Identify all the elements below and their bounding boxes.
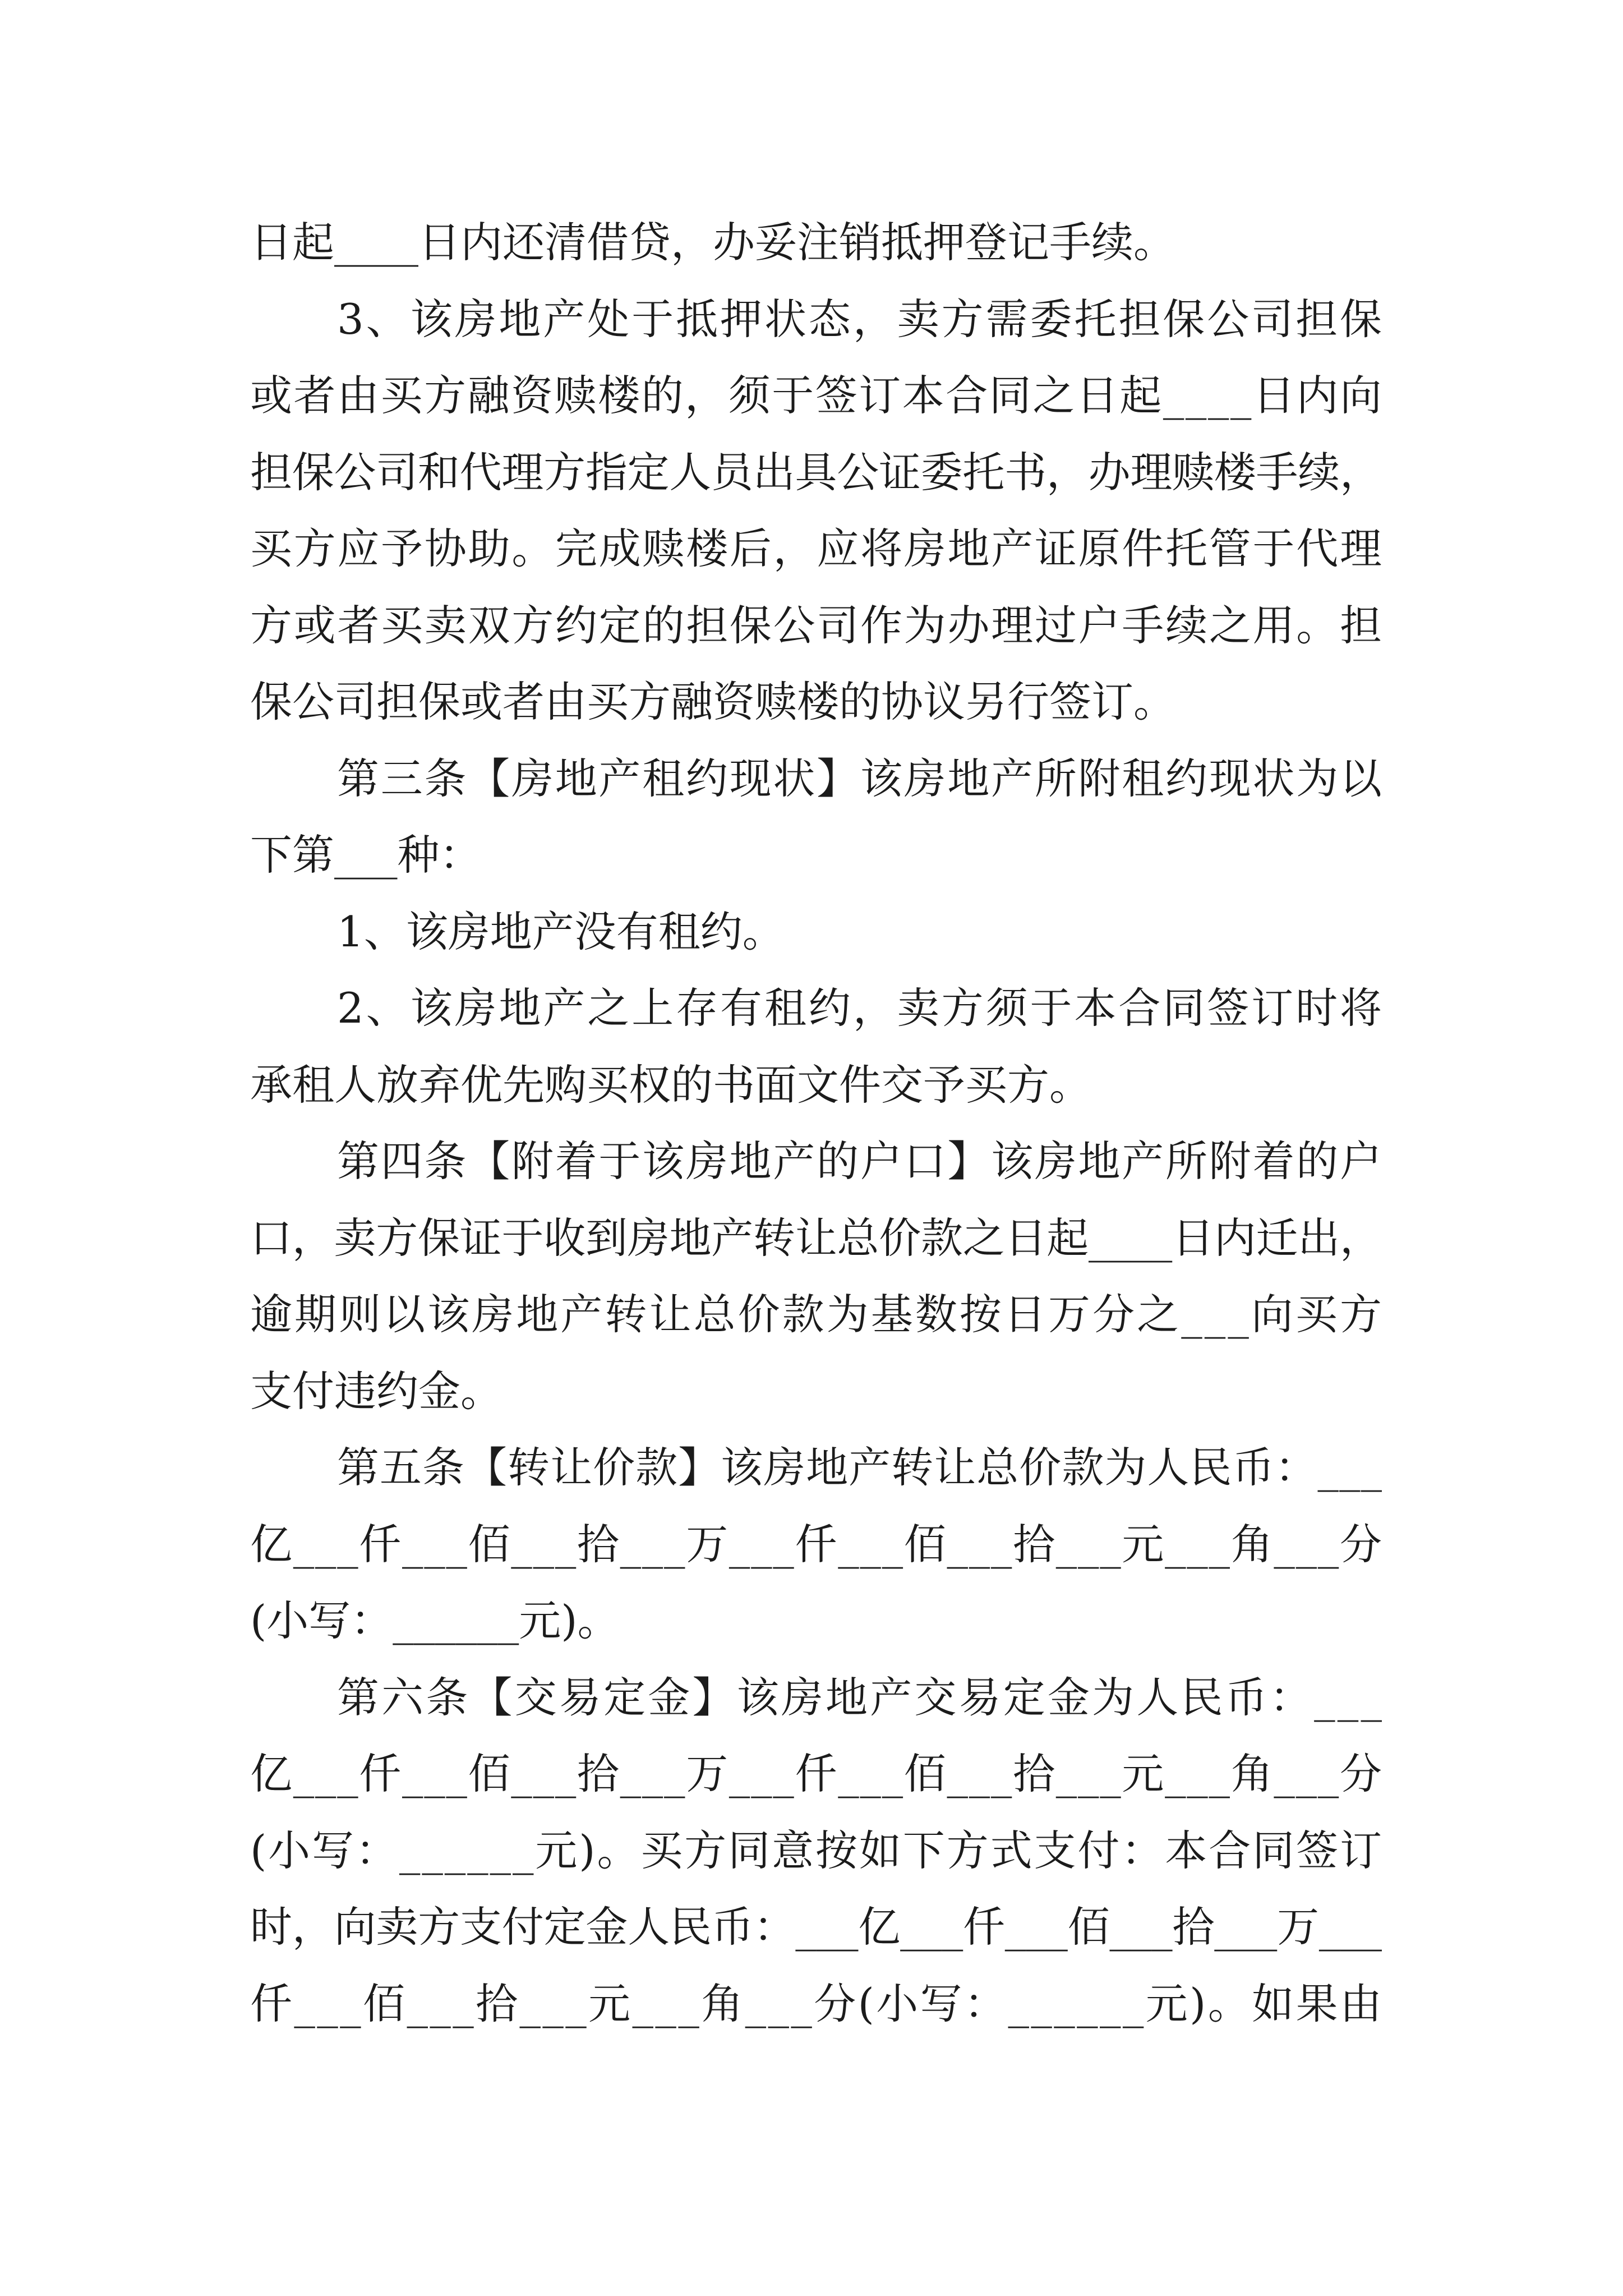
text-line: 1、该房地产没有租约。 <box>337 907 785 956</box>
text-line: 仟___佰___拾___元___角___分(小写：______元)。如果由 <box>250 1978 1384 2028</box>
paragraph-article-6 <box>250 1659 1385 2042</box>
text-line: 下第___种： <box>250 830 482 880</box>
text-line: (小写：______元)。买方同意按如下方式支付：本合同签订 <box>250 1825 1384 1875</box>
text-line: 亿___仟___佰___拾___万___仟___佰___拾___元___角___分 <box>250 1519 1383 1569</box>
text-line: 2、该房地产之上存有租约，卖方须于本合同签订时将 <box>337 983 1384 1033</box>
paragraph-article-3-item-2 <box>250 970 1382 1123</box>
text-line: 保公司担保或者由买方融资赎楼的协议另行签订。 <box>250 677 1176 726</box>
text-line: 或者由买方融资赎楼的，须于签订本合同之日起____日内向 <box>250 371 1384 420</box>
paragraph-article-5 <box>250 1429 1382 1659</box>
text-line: 第五条【转让价款】该房地产转让总价款为人民币：___ <box>337 1443 1383 1492</box>
text-line: (小写：______元)。 <box>250 1596 620 1645</box>
paragraph-article-3 <box>250 740 1382 894</box>
paragraph-continuation <box>250 204 1382 281</box>
text-line: 日起____日内还清借贷，办妥注销抵押登记手续。 <box>250 218 1176 267</box>
text-line: 亿___仟___佰___拾___万___仟___佰___拾___元___角___分 <box>250 1749 1383 1798</box>
text-line: 担保公司和代理方指定人员出具公证委托书，办理赎楼手续， <box>250 447 1382 497</box>
text-line: 第六条【交易定金】该房地产交易定金为人民币：___ <box>337 1672 1385 1722</box>
text-line: 逾期则以该房地产转让总价款为基数按日万分之___向买方 <box>250 1290 1385 1339</box>
document-body <box>250 204 1385 2042</box>
text-line: 买方应予协助。完成赎楼后，应将房地产证原件托管于代理 <box>250 524 1384 573</box>
text-line: 支付违约金。 <box>250 1366 503 1416</box>
text-line: 时，向卖方支付定金人民币：___亿___仟___佰___拾___万___ <box>250 1902 1382 1952</box>
text-line: 方或者买卖双方约定的担保公司作为办理过户手续之用。担 <box>250 600 1384 650</box>
paragraph-article-4 <box>250 1123 1385 1429</box>
paragraph-clause-3 <box>250 281 1382 740</box>
paragraph-article-3-item-1 <box>250 894 1382 970</box>
text-line: 3、该房地产处于抵押状态，卖方需委托担保公司担保 <box>337 294 1384 344</box>
text-line: 承租人放弃优先购买权的书面文件交予买方。 <box>250 1060 1092 1110</box>
text-line: 口，卖方保证于收到房地产转让总价款之日起____日内迁出， <box>250 1213 1382 1263</box>
text-line: 第三条【房地产租约现状】该房地产所附租约现状为以 <box>337 753 1384 803</box>
text-line: 第四条【附着于该房地产的户口】该房地产所附着的户 <box>337 1137 1384 1186</box>
